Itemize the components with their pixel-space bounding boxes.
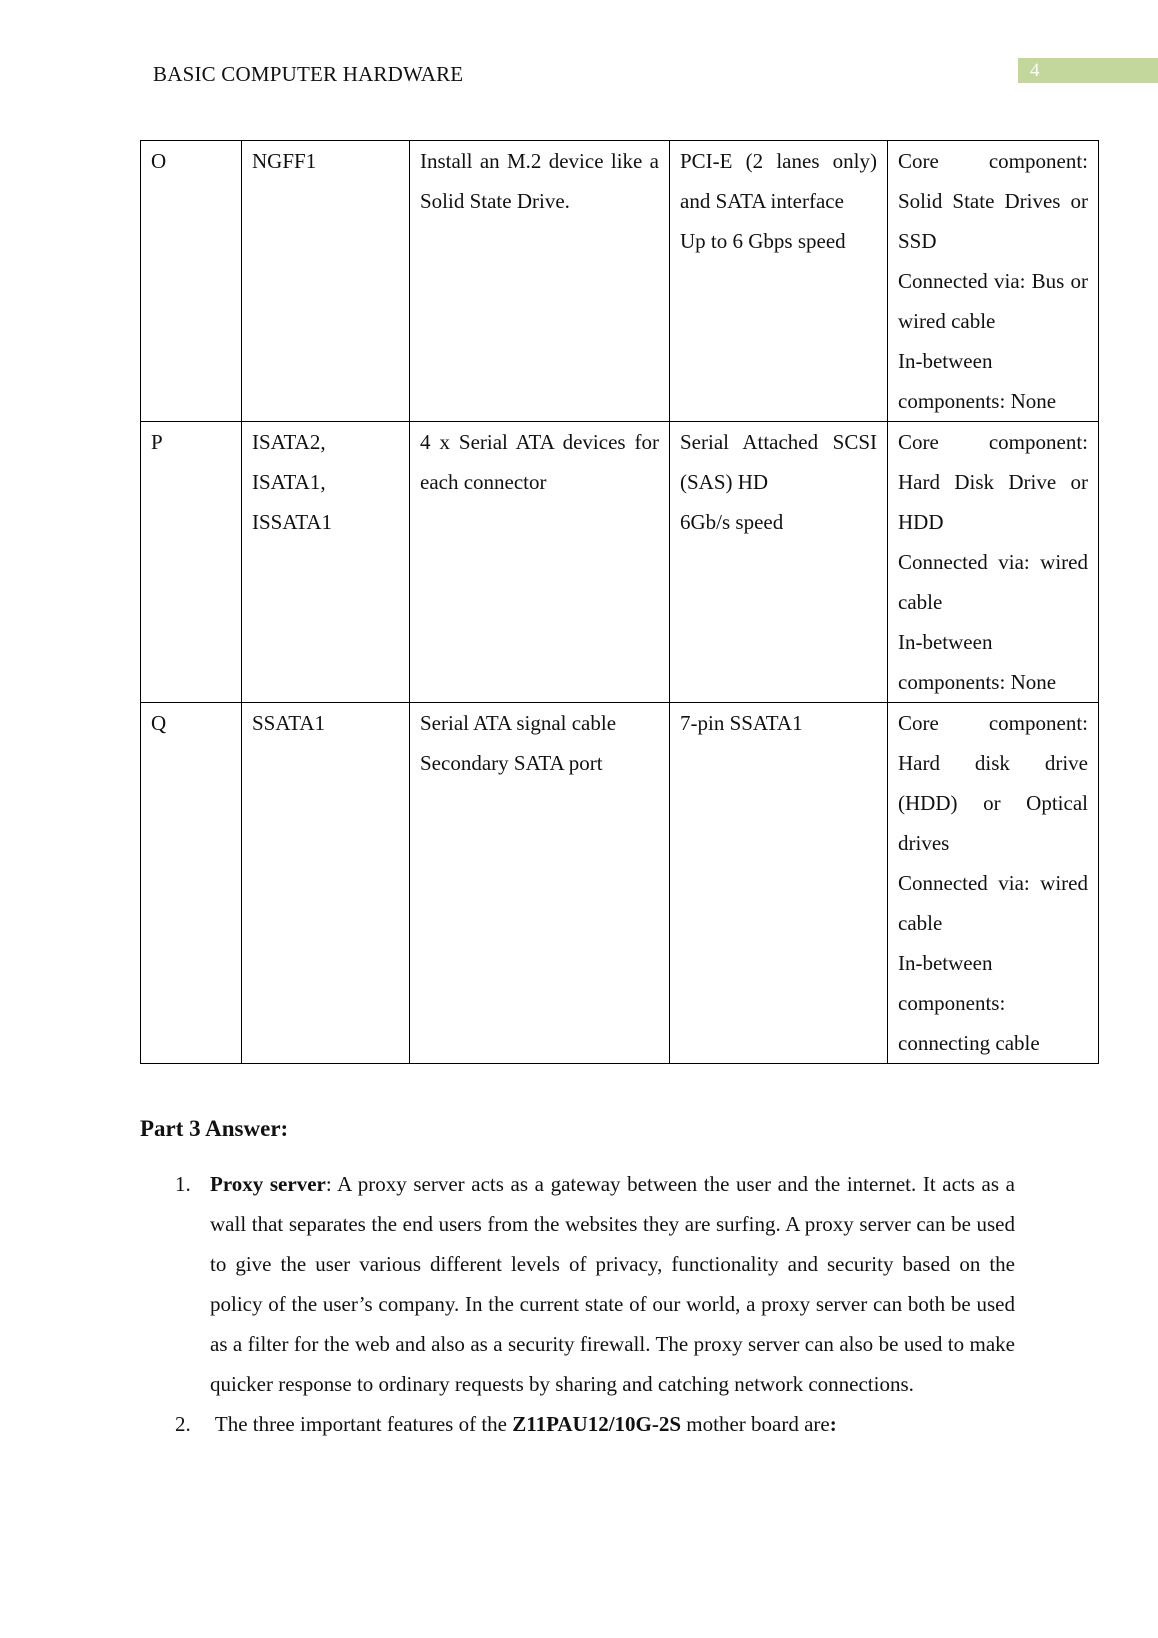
row-id-cell: P: [141, 422, 242, 703]
table-row: [141, 141, 1099, 422]
connector-cell: NGFF1: [242, 141, 410, 422]
term-proxy-server: Proxy server: [210, 1172, 326, 1196]
running-header-title: BASIC COMPUTER HARDWARE: [153, 62, 464, 86]
row-id-cell: O: [141, 141, 242, 422]
row-id-cell: Q: [141, 703, 242, 1064]
component-cell: Core component: Solid State Drives or SSD Connected via: Bus or wired cable In-between components: None: [888, 141, 1099, 422]
motherboard-model: Z11PAU12/10G-2S: [512, 1412, 682, 1436]
page-number-badge: 4: [1018, 58, 1158, 83]
table-row: [141, 422, 1099, 703]
answer-text-before: The three important features of the: [210, 1412, 513, 1436]
answer-text: : A proxy server acts as a gateway between the user and the internet. It acts as a wall that separates the end users from the websites they are surfing. A proxy server can be used to give the user various different levels of privacy, functionality and security based on the policy of the user’s company. In the current state of our world, a proxy server can both be used as a filter for the web and also as a security firewall. The proxy server can also be used to make quicker response to ordinary requests by sharing and catching network connections.: [210, 1172, 1015, 1396]
answer-colon: :: [829, 1412, 837, 1436]
list-number: 1.: [175, 1172, 191, 1196]
connector-table: [140, 140, 1099, 1064]
table-row: [141, 703, 1099, 1064]
purpose-cell: 4 x Serial ATA devices for each connector: [410, 422, 670, 703]
answer-list: [140, 1164, 1015, 1444]
spec-cell: PCI-E (2 lanes only) and SATA interface Up to 6 Gbps speed: [670, 141, 888, 422]
component-cell: Core component: Hard disk drive (HDD) or Optical drives Connected via: wired cable In-between components: connecting cable: [888, 703, 1099, 1064]
list-number: 2.: [175, 1412, 191, 1436]
list-item: [140, 1404, 1015, 1444]
spec-cell: 7-pin SSATA1: [670, 703, 888, 1064]
purpose-cell: Serial ATA signal cable Secondary SATA port: [410, 703, 670, 1064]
connector-cell: ISATA2, ISATA1, ISSATA1: [242, 422, 410, 703]
answer-text-after: mother board are: [681, 1412, 830, 1436]
purpose-cell: Install an M.2 device like a Solid State Drive.: [410, 141, 670, 422]
connector-cell: SSATA1: [242, 703, 410, 1064]
component-cell: Core component: Hard Disk Drive or HDD Connected via: wired cable In-between components: None: [888, 422, 1099, 703]
list-item: [140, 1164, 1015, 1404]
part-3-heading: Part 3 Answer:: [140, 1116, 289, 1141]
spec-cell: Serial Attached SCSI (SAS) HD 6Gb/s speed: [670, 422, 888, 703]
